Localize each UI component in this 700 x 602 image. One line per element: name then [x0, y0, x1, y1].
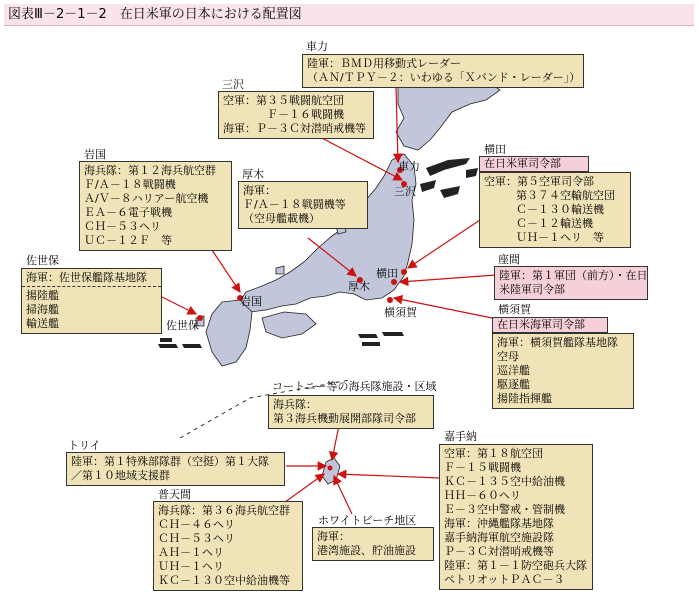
futenma-line-4: ＡＨ－１ヘリ [158, 546, 224, 559]
yokota-heading: 横田 [484, 143, 506, 156]
yokosuka-marker [387, 297, 393, 303]
zama-heading: 座間 [498, 253, 520, 266]
yokota-line-1: 空軍：第５空軍司令部 [484, 175, 594, 188]
kadena-box [439, 444, 593, 590]
iwakuni-heading: 岩国 [84, 148, 106, 161]
yokota-line-3: Ｃ－１３０輸送機 [516, 203, 604, 216]
atsugi-line-2: Ｆ/Ａ－１８戦闘機等 [243, 198, 346, 211]
zama-arrow [400, 275, 496, 282]
torii-heading: トリイ [68, 439, 101, 452]
sasebo-heading: 佐世保 [26, 254, 59, 267]
iwakuni-line-4: ＥＡ－６電子戦機 [84, 206, 172, 219]
kyushu-island [206, 300, 252, 366]
futenma-line-1: 海兵隊：第３６海兵航空群 [158, 504, 290, 517]
yokosuka-line-5: 揚陸指揮艦 [497, 392, 552, 405]
whitebeach-arrow [334, 476, 352, 514]
kadena-heading: 嘉手納 [444, 430, 477, 443]
yokota-line-4: Ｃ－１２輸送機 [516, 217, 593, 230]
whitebeach-heading: ホワイトビーチ地区 [318, 514, 417, 527]
courtney-heading: コートニー等の海兵隊施設・区域 [272, 380, 437, 393]
misawa-arrow [318, 136, 402, 180]
torii-line-1: 陸軍：第１特殊部隊群（空挺）第１大隊 [71, 455, 269, 468]
atsugi-line-1: 海軍： [243, 184, 276, 197]
atsugi-line-3: （空母艦載機） [243, 212, 320, 225]
whitebeach-line-2: 港湾施設、貯油施設 [317, 544, 416, 557]
courtney-line-2: 第３海兵機動展開部隊司令部 [273, 412, 416, 425]
iwakuni-arrow [212, 250, 240, 292]
torii-line-2: ／第１０地域支援群 [71, 469, 170, 482]
kadena-line-7: 嘉手納海軍航空施設隊 [444, 531, 554, 544]
map-label-misawa: 三沢 [394, 185, 416, 198]
kadena-arrow [338, 474, 440, 478]
courtney-line-1: 海兵隊： [273, 398, 317, 411]
misawa-line-3: 海軍：Ｐ－３Ｃ対潜哨戒機等 [223, 122, 366, 135]
yokota-line-5: ＵＨ－１ヘリ 等 [516, 231, 604, 244]
misawa-line-1: 空軍：第３５戦闘航空団 [223, 94, 344, 107]
zama-line-1: 陸軍：第１軍団（前方）・在日 [499, 269, 648, 282]
yokota-box [479, 172, 631, 248]
futenma-heading: 普天間 [158, 488, 191, 501]
atsugi-heading: 厚木 [242, 168, 264, 181]
misawa-heading: 三沢 [222, 78, 244, 91]
misawa-line-2: Ｆ－１６戦闘機 [267, 108, 344, 121]
shariki-heading: 車力 [306, 40, 328, 53]
iwakuni-line-5: ＣＨ－５３ヘリ [84, 220, 161, 233]
kadena-line-1: 空軍：第１８航空団 [444, 447, 543, 460]
yokosuka-line-3: 巡洋艦 [497, 364, 530, 377]
kadena-line-3: ＫＣ－１３５空中給油機 [444, 475, 565, 488]
kadena-line-8: Ｐ－３Ｃ対潜哨戒機等 [444, 545, 554, 558]
sasebo-line-3: 掃海艦 [26, 303, 59, 316]
iwakuni-line-3: Ａ/Ｖ－８ハリアー航空機 [84, 192, 209, 205]
kadena-line-10: ペトリオットＰＡＣ－３ [444, 573, 565, 586]
kadena-line-5: Ｅ－３空中警戒・管制機 [444, 503, 565, 516]
shariki-box [302, 54, 584, 88]
yokosuka-line-2: 空母 [497, 350, 519, 363]
yokota-arrow [408, 220, 480, 268]
futenma-line-2: ＣＨ－４６ヘリ [158, 518, 235, 531]
sasebo-arrow [160, 296, 196, 314]
atsugi-box [238, 181, 368, 229]
futenma-line-3: ＣＨ－５３ヘリ [158, 532, 235, 545]
yokosuka-line-4: 駆逐艦 [497, 378, 530, 391]
kadena-line-9: 陸軍：第１－１防空砲兵大隊 [444, 559, 587, 572]
futenma-box [153, 501, 303, 591]
map-label-sasebo: 佐世保 [166, 319, 199, 332]
yokosuka-hq-box: 在日米海軍司令部 [492, 317, 608, 333]
whitebeach-line-1: 海軍： [317, 530, 350, 543]
kadena-line-6: 海軍：沖縄艦隊基地隊 [444, 517, 554, 530]
yokosuka-line-1: 海軍：横須賀艦隊基地隊 [497, 336, 618, 349]
zama-box [494, 266, 648, 300]
figure-title: 図表Ⅲ－2－1－2 在日米軍の日本における配置図 [4, 4, 694, 26]
iwakuni-line-1: 海兵隊：第１２海兵航空群 [84, 164, 216, 177]
yokosuka-heading: 横須賀 [498, 303, 531, 316]
zama-line-2: 米陸軍司令部 [499, 283, 565, 296]
shariki-line-1: 陸軍：ＢＭＤ用移動式レーダー [307, 57, 461, 70]
map-label-atsugi: 厚木 [348, 280, 370, 293]
yokota-marker [401, 269, 407, 275]
sasebo-line-1: 海軍：佐世保艦隊基地隊 [22, 271, 161, 287]
map-label-iwakuni: 岩国 [240, 295, 262, 308]
shariki-line-2: （ＡＮ/ＴＰＹ－２：いわゆる「Ｘバンド・レーダー」） [307, 71, 581, 84]
courtney-box [268, 395, 434, 429]
iwakuni-box [79, 161, 232, 251]
kadena-line-2: Ｆ－１５戦闘機 [444, 461, 521, 474]
shikoku-island [262, 312, 316, 338]
sasebo-line-2: 揚陸艦 [26, 289, 59, 302]
sasebo-line-4: 輸送艦 [26, 317, 59, 330]
honshu-island [238, 154, 416, 312]
yokota-hq-box: 在日米軍司令部 [479, 156, 589, 172]
futenma-line-5: ＵＨ－１ヘリ [158, 560, 224, 573]
sasebo-box [21, 268, 162, 334]
map-label-yokota: 横田 [376, 267, 398, 280]
okinawa-marker [328, 466, 333, 471]
kadena-line-4: ＨＨ－６０ヘリ [444, 489, 521, 502]
map-label-shariki: 車力 [398, 160, 420, 173]
map-label-yokosuka: 横須賀 [384, 306, 417, 319]
okinawa-island [322, 458, 340, 484]
futenma-line-6: ＫＣ－１３０空中給油機等 [158, 574, 290, 587]
torii-box [66, 452, 285, 486]
yokosuka-box [492, 333, 634, 409]
iwakuni-line-6: ＵＣ－１２Ｆ 等 [84, 234, 172, 247]
yokota-line-2: 第３７４空輸航空団 [516, 189, 615, 202]
misawa-box [218, 91, 374, 139]
whitebeach-box [312, 527, 434, 561]
iwakuni-line-2: Ｆ/Ａ－１８戦闘機 [84, 178, 176, 191]
